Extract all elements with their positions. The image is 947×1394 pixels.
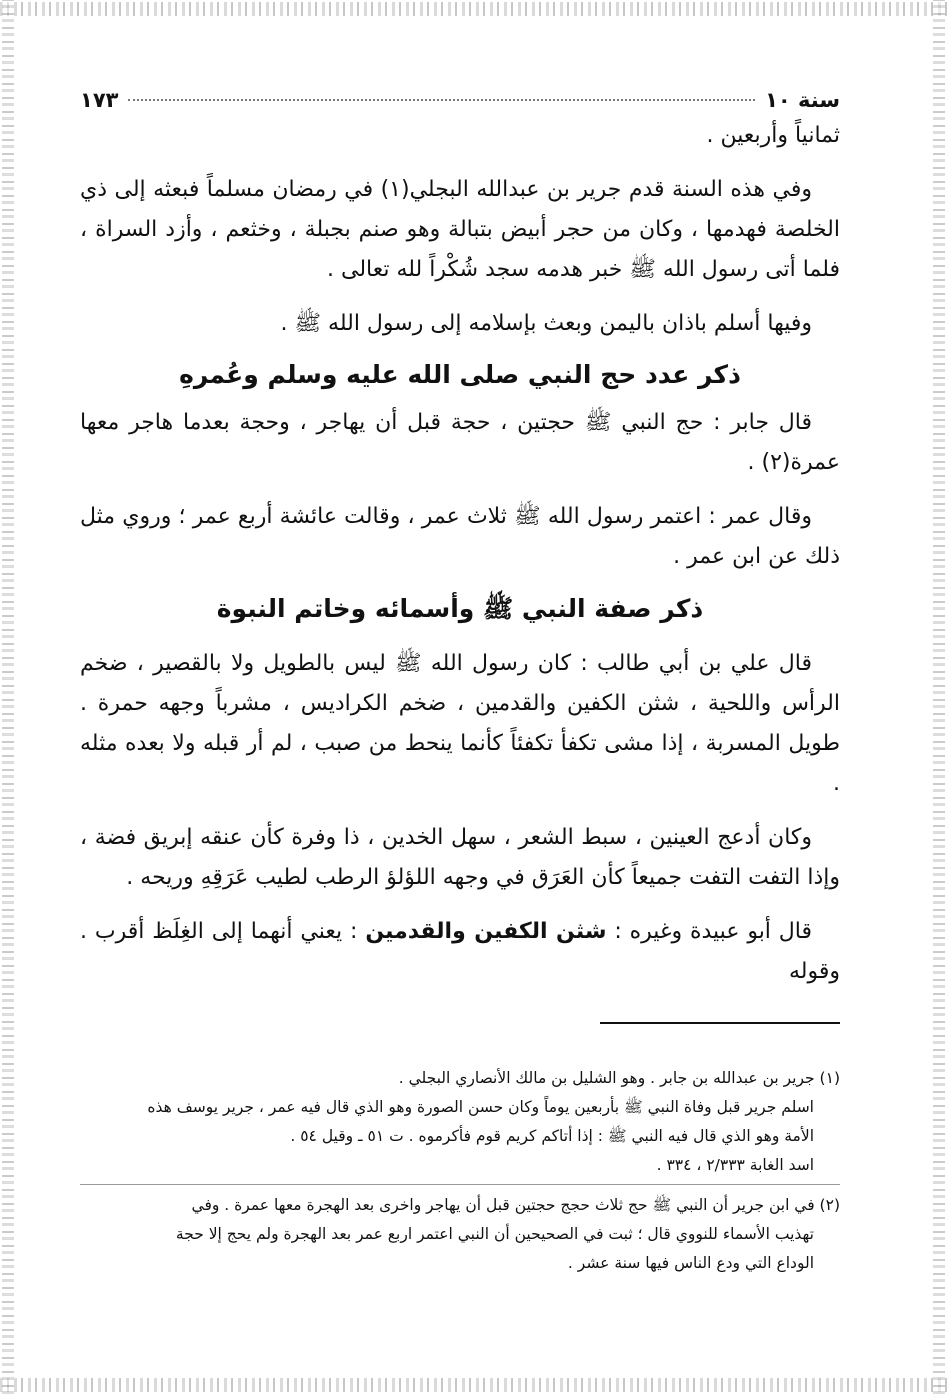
- book-page: [80, 88, 840, 1282]
- footnote-1-line-1: (١) جرير بن عبدالله بن جابر . وهو الشليل بن مالك الأنصاري البجلي .: [398, 1069, 840, 1087]
- paragraph-badhan: وفيها أسلم باذان باليمن وبعث بإسلامه إلى رسول الله ﷺ .: [280, 311, 812, 336]
- decorative-border-bottom: [0, 1378, 947, 1392]
- paragraph-jarir: وفي هذه السنة قدم جرير بن عبدالله البجلي(١) في رمضان مسلماً فبعثه إلى ذي الخلصة فهدمها ، وكان من حجر أبيض بتبالة وهو صنم بجبلة ، وخثعم ، وأزد السراة ، فلما أتى رسول الله ﷺ خبر هدمه سجد شُكْراً لله تعالى .: [80, 177, 840, 282]
- footnote-1: [80, 1064, 840, 1180]
- decorative-border-left: [2, 0, 14, 1394]
- section-heading-description: ذكر صفة النبي ﷺ وأسمائه وخاتم النبوة: [216, 594, 704, 623]
- decorative-border-top: [0, 2, 947, 16]
- footnote-1-line-4: اسد الغابة ٢/٣٣٣ ، ٣٣٤ .: [656, 1156, 814, 1174]
- page-number: ١٧٣: [80, 88, 119, 112]
- page-header: [80, 88, 840, 112]
- footnotes: [80, 1064, 840, 1278]
- footnote-2-line-1: (٢) في ابن جرير أن النبي ﷺ حج ثلاث حجج حجتين قبل أن يهاجر واخرى بعد الهجرة معها عمرة . وفي: [191, 1196, 840, 1214]
- footnote-divider: [80, 1184, 840, 1185]
- running-head-year: سنة ١٠: [765, 88, 840, 112]
- footnote-1-line-2: اسلم جرير قبل وفاة النبي ﷺ بأربعين يوماً وكان حسن الصورة وهو الذي قال فيه عمر ، جرير يوسف هذه: [147, 1098, 814, 1116]
- section-heading-hajj: ذكر عدد حج النبي صلى الله عليه وسلم وعُمرهِ: [179, 360, 741, 389]
- abu-ubayda-bold-term: شثن الكفين والقدمين: [365, 919, 607, 944]
- abu-ubayda-rest: : يعني أنهما إلى الغِلَظ أقرب . وقوله: [80, 919, 840, 984]
- paragraph-continuation: ثمانياً وأربعين .: [706, 123, 840, 148]
- paragraph-abu-ubayda: [80, 912, 840, 992]
- footnote-2-line-3: الوداع التي ودع الناس فيها سنة عشر .: [567, 1254, 814, 1272]
- footnote-1-line-3: الأمة وهو الذي قال فيه النبي ﷺ : إذا أتاكم كريم قوم فأكرموه . ت ٥١ ـ وقيل ٥٤ .: [290, 1127, 814, 1145]
- paragraph-features: وكان أدعج العينين ، سبط الشعر ، سهل الخدين ، ذا وفرة كأن عنقه إبريق فضة ، وإذا التفت التفت جميعاً كأن العَرَق في وجهه اللؤلؤ الرطب لطيب عَرَقِهِ وريحه .: [80, 825, 840, 890]
- paragraph-ali: قال علي بن أبي طالب : كان رسول الله ﷺ ليس بالطويل ولا بالقصير ، ضخم الرأس واللحية ، شثن الكفين والقدمين ، ضخم الكراديس ، مشرباً وجهه حمرة . طويل المسربة ، إذا مشى تكفأ تكفئاً كأنما ينحط من صبب ، لم أر قبله ولا بعده مثله .: [80, 651, 840, 796]
- header-dotted-leader: [128, 99, 755, 101]
- footnote-2: [80, 1191, 840, 1278]
- paragraph-umar: وقال عمر : اعتمر رسول الله ﷺ ثلاث عمر ، وقالت عائشة أربع عمر ؛ وروي مثل ذلك عن ابن عمر .: [80, 504, 840, 569]
- decorative-border-right: [933, 0, 945, 1394]
- paragraph-jabir: قال جابر : حج النبي ﷺ حجتين ، حجة قبل أن يهاجر ، وحجة بعدما هاجر معها عمرة(٢) .: [80, 410, 840, 475]
- footnote-2-line-2: تهذيب الأسماء للنووي قال ؛ ثبت في الصحيحين أن النبي اعتمر اربع عمر بعد الهجرة ولم يحج إلا حجة: [175, 1225, 814, 1243]
- abu-ubayda-lead: قال أبو عبيدة وغيره :: [606, 919, 813, 944]
- footnote-separator: [600, 1022, 840, 1024]
